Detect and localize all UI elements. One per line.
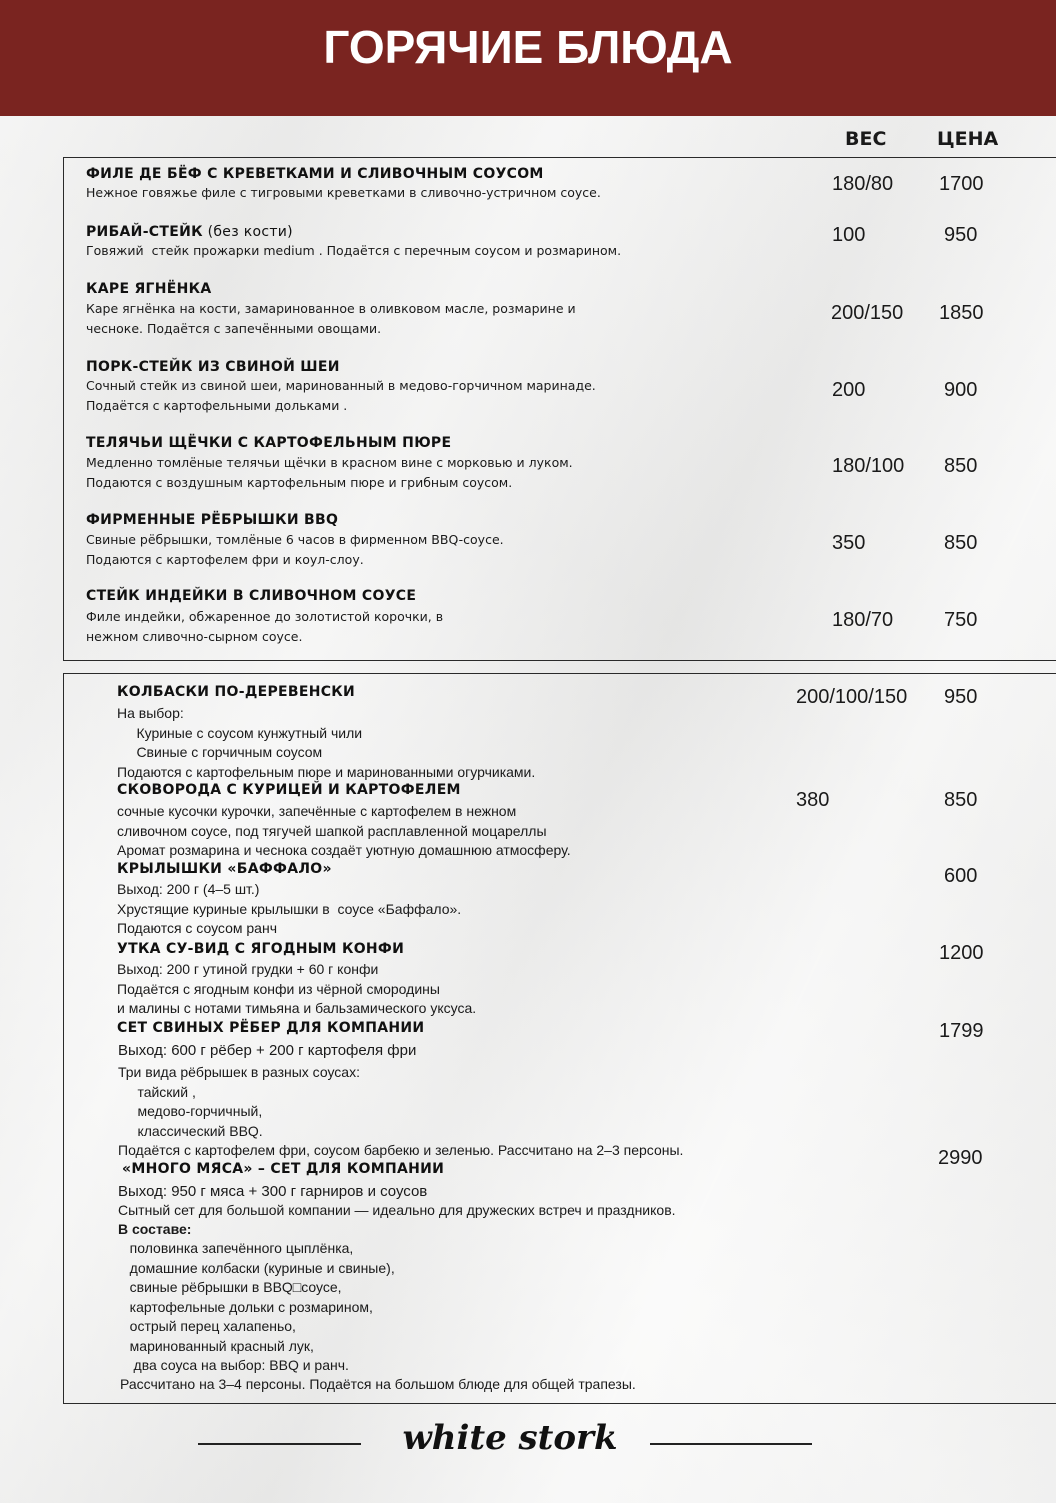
dish-description: Сочный стейк из свиной шеи, маринованный в медово-горчичном маринаде. Подаётся с картофельными дольками . [86, 378, 596, 413]
dish-description: Медленно томлёные телячьи щёчки в красном вине с морковью и луком. Подаются с воздушным картофельным пюре и грибным соусом. [86, 455, 573, 490]
dish-description: Сытный сет для большой компании — идеально для дружеских встреч и праздников. [118, 1202, 676, 1218]
dish-name: РИБАЙ-СТЕЙК (без кости) [86, 224, 293, 240]
dish-description: Выход: 200 г утиной грудки + 60 г конфи Подаётся с ягодным конфи из чёрной смородины и малины с нотами тимьяна и бальзамического уксуса. [117, 961, 477, 1016]
dish-weight: 380 [796, 789, 830, 811]
dish-name: СТЕЙК ИНДЕЙКИ В СЛИВОЧНОМ СОУСЕ [86, 588, 417, 604]
composition-label: В составе: [118, 1221, 192, 1237]
dish-price: 600 [944, 865, 978, 887]
dish-name: КРЫЛЫШКИ «БАФФАЛО» [117, 861, 332, 877]
dish-name: СКОВОРОДА С КУРИЦЕЙ И КАРТОФЕЛЕМ [117, 782, 461, 798]
dish-price: 1799 [939, 1020, 984, 1042]
dish-name: «МНОГО МЯСА» – СЕТ ДЛЯ КОМПАНИИ [122, 1161, 445, 1177]
dish-name: ФИРМЕННЫЕ РЁБРЫШКИ BBQ [86, 512, 339, 528]
white-stork-logo [395, 1407, 625, 1467]
dish-name: ФИЛЕ ДЕ БЁФ С КРЕВЕТКАМИ И СЛИВОЧНЫМ СОУСОМ [86, 166, 544, 182]
dish-description: Нежное говяжье филе с тигровыми креветками в сливочно-устричном соусе. [86, 185, 601, 200]
page-title: ГОРЯЧИЕ БЛЮДА [323, 21, 733, 73]
dish-price: 750 [944, 609, 978, 631]
footer-divider-left [198, 1443, 361, 1445]
price-column-header: ЦЕНА [937, 128, 999, 150]
dish-name: ПОРК-СТЕЙК ИЗ СВИНОЙ ШЕИ [86, 359, 340, 375]
footer-divider-right [650, 1443, 812, 1445]
dish-weight: 180/100 [832, 455, 905, 477]
dish-price: 2990 [938, 1147, 983, 1169]
dish-price: 850 [944, 789, 978, 811]
dish-price: 1200 [939, 942, 984, 964]
dish-price: 900 [944, 379, 978, 401]
dish-price: 1850 [939, 302, 984, 324]
dish-price: 850 [944, 455, 978, 477]
dish-price: 1700 [939, 173, 984, 195]
dish-description: Каре ягнёнка на кости, замаринованное в оливковом масле, розмарине и чесноке. Подаётся с запечёнными овощами. [86, 301, 576, 336]
dish-weight: 200/100/150 [796, 686, 908, 708]
dish-description: На выбор: Куриные с соусом кунжутный чили Свиные с горчичным соусом Подаются с картофельным пюре и маринованными огурчиками. [117, 705, 536, 780]
dish-weight: 350 [832, 532, 866, 554]
dish-weight: 180/70 [832, 609, 894, 631]
dish-name: УТКА СУ-ВИД С ЯГОДНЫМ КОНФИ [117, 941, 405, 957]
dish-weight: 200 [832, 379, 866, 401]
dish-name: КАРЕ ЯГНЁНКА [86, 281, 212, 297]
logo-text: white stork [402, 1418, 618, 1458]
dish-price: 950 [944, 224, 978, 246]
composition-list: половинка запечённого цыплёнка, домашние колбаски (куриные и свиные), свиные рёбрышки в BBQ□соусе, картофельные дольки с розмарином, острый перец халапеньо, маринованный красный лук, два соуса на выбор: BBQ и ранч. [129, 1240, 395, 1373]
dish-name: КОЛБАСКИ ПО-ДЕРЕВЕНСКИ [117, 684, 356, 700]
dish-description: Свиные рёбрышки, томлёные 6 часов в фирменном BBQ-соусе. Подаются с картофелем фри и коул-слоу. [86, 532, 504, 567]
dish-description: сочные кусочки курочки, запечённые с картофелем в нежном сливочном соусе, под тягучей шапкой расплавленной моцареллы Аромат розмарина и чеснока создаёт уютную домашнюю атмосферу. [117, 803, 571, 858]
dish-description: Говяжий стейк прожарки medium . Подаётся с перечным соусом и розмарином. [86, 243, 622, 258]
dish-weight: 180/80 [832, 173, 894, 195]
dish-description: Три вида рёбрышек в разных соусах: тайский , медово-горчичный, классический BBQ. Подаётся с картофелем фри, соусом барбекю и зеленью. Рассчитано на 2–3 персоны. [118, 1064, 684, 1158]
dish-weight: 200/150 [831, 302, 904, 324]
dish-name: ТЕЛЯЧЬИ ЩЁЧКИ С КАРТОФЕЛЬНЫМ ПЮРЕ [86, 435, 452, 451]
dish-weight: 100 [832, 224, 866, 246]
dish-description: Филе индейки, обжаренное до золотистой корочки, в нежном сливочно-сырном соусе. [86, 609, 444, 644]
dish-yield: Выход: 950 г мяса + 300 г гарниров и соусов [118, 1183, 428, 1200]
dish-footer-note: Рассчитано на 3–4 персоны. Подаётся на большом блюде для общей трапезы. [120, 1376, 636, 1392]
dish-price: 950 [944, 686, 978, 708]
dish-yield: Выход: 600 г рёбер + 200 г картофеля фри [118, 1042, 417, 1059]
dish-note: (без кости) [202, 224, 293, 240]
dish-description: Выход: 200 г (4–5 шт.) Хрустящие куриные крылышки в соусе «Баффало». Подаются с соусом ранч [117, 881, 462, 936]
header-banner [0, 0, 1056, 116]
weight-column-header: ВЕС [845, 128, 887, 150]
dish-price: 850 [944, 532, 978, 554]
dish-name: СЕТ СВИНЫХ РЁБЕР ДЛЯ КОМПАНИИ [117, 1020, 425, 1036]
